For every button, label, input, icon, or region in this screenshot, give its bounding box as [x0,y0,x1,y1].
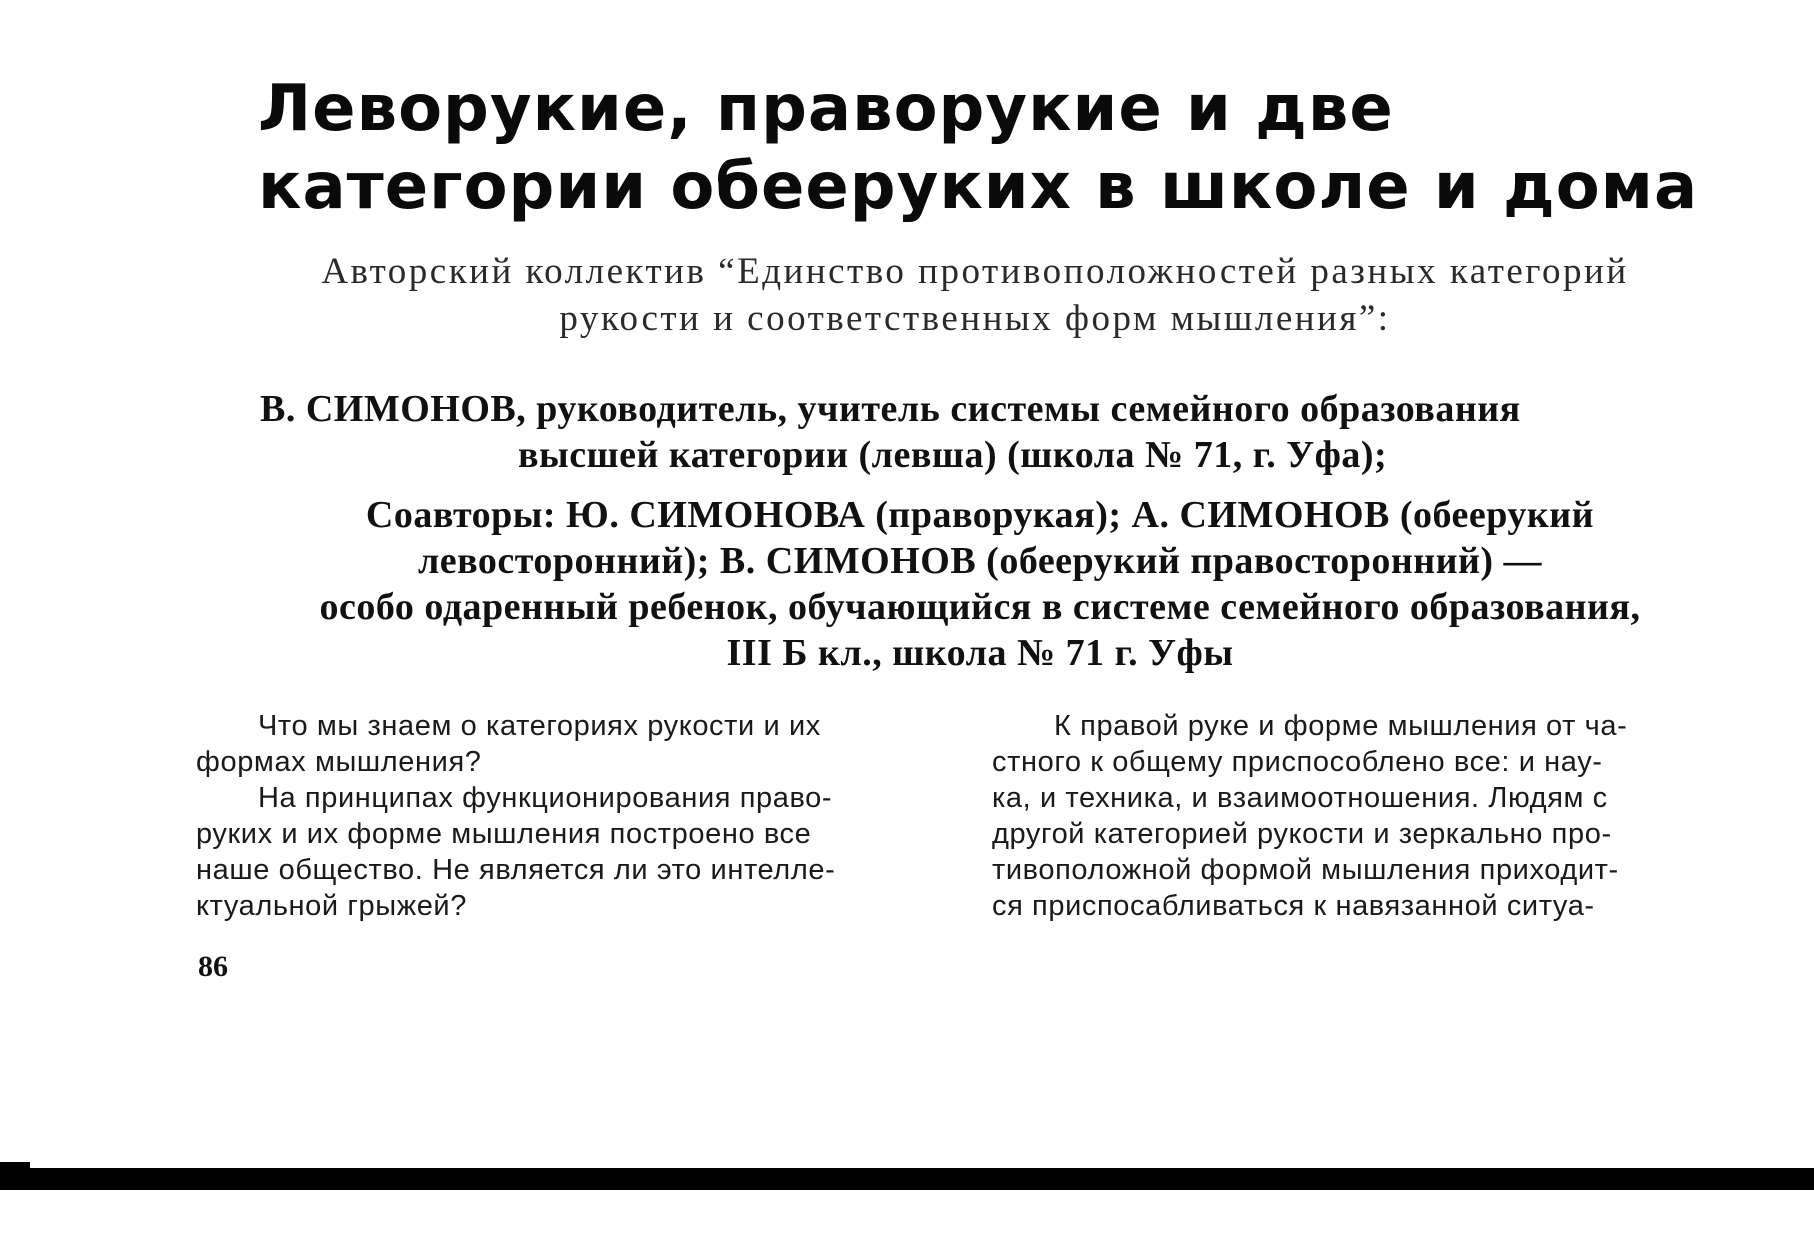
body-column-right [992,708,1752,924]
lead-author [260,386,1700,478]
lead-author-line-1: В. СИМОНОВ, руководитель, учитель системы семейного образования [260,388,1521,430]
coauthors-line-2: левосторонний); В. СИМОНОВ (обеерукий правосторонний) — [417,540,1543,582]
text-line: руких и их форме мышления построено все [196,818,812,850]
body-column-left [196,708,948,924]
article-title [258,70,1718,226]
coauthors-line-3: особо одаренный ребенок, обучающийся в системе семейного образования, [319,586,1641,628]
text-line: наше общество. Не является ли это интелле- [196,854,836,886]
page-number: 86 [198,950,228,983]
scan-edge-bar [0,1168,1814,1190]
coauthors-line-1: Соавторы: Ю. СИМОНОВА (праворукая); А. СИМОНОВ (обеерукий [365,494,1595,536]
collective-line-2: рукости и соответственных форм мышления”: [559,298,1391,339]
title-line-1: Леворукие, праворукие и две [258,72,1394,146]
paragraph [196,780,948,924]
text-line: стного к общему приспособлено все: и нау- [992,746,1603,778]
text-line: Что мы знаем о категориях рукости и их [258,710,821,742]
text-line: ктуальной грыжей? [196,890,467,922]
author-collective [250,248,1700,342]
coauthors [200,492,1760,676]
lead-author-line-2: высшей категории (левша) (школа № 71, г. Уфа); [518,434,1388,476]
collective-line-1: Авторский коллектив “Единство противоположностей разных категорий [321,251,1629,292]
paragraph [196,708,948,780]
text-line: К правой руке и форме мышления от ча- [1054,710,1628,742]
text-line: другой категорией рукости и зеркально про- [992,818,1612,850]
text-line: ка, и техника, и взаимоотношения. Людям с [992,782,1608,814]
text-line: формах мышления? [196,746,482,778]
text-line: На принципах функционирования право- [258,782,833,814]
text-line: тивоположной формой мышления приходит- [992,854,1619,886]
title-line-2: категории обееруких в школе и дома [258,150,1699,224]
text-line: ся приспосабливаться к навязанной ситуа- [992,890,1595,922]
paragraph [992,708,1752,924]
coauthors-line-4: III Б кл., школа № 71 г. Уфы [726,632,1234,674]
